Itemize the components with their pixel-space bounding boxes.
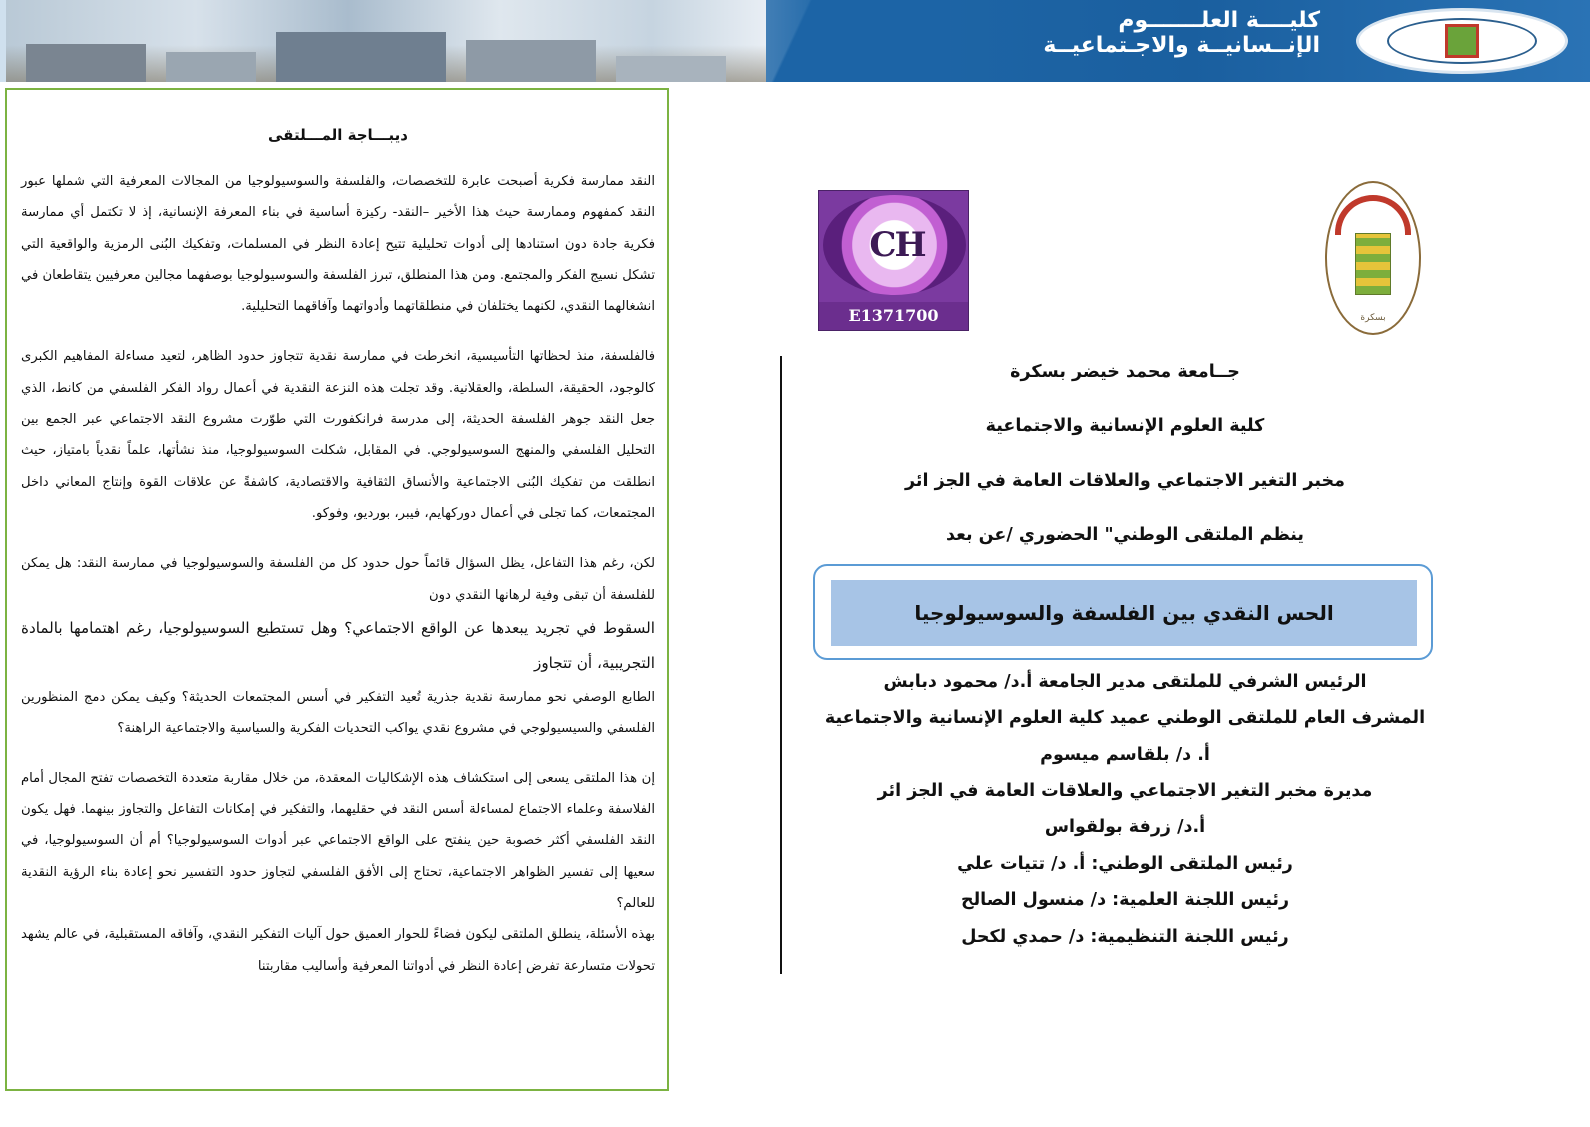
seal-core bbox=[1445, 24, 1479, 58]
lab-director-name: أ.د/ زرفة بولقواس bbox=[1044, 817, 1206, 837]
university-logo-icon bbox=[1325, 181, 1421, 335]
conference-title: الحس النقدي بين الفلسفة والسوسيولوجيا bbox=[914, 601, 1334, 625]
organizing-committee-chair: رئيس اللجنة التنظيمية: د/ حمدي لكحل bbox=[961, 927, 1289, 947]
building-shape bbox=[26, 44, 146, 82]
faculty-banner-title bbox=[1043, 8, 1320, 59]
university-logo-name: بسكرة bbox=[1360, 313, 1386, 323]
column-divider bbox=[780, 356, 782, 974]
university-logo-tower bbox=[1355, 233, 1391, 295]
general-supervisor-name: أ. د/ بلقاسم ميسوم bbox=[1040, 745, 1210, 765]
lab-code: E1371700 bbox=[819, 302, 968, 330]
building-shape bbox=[166, 52, 256, 82]
banner-divider bbox=[690, 0, 950, 82]
lab-logo-letters: CH bbox=[869, 225, 925, 265]
conference-chair: رئيس الملتقى الوطني: أ. د/ تتيات علي bbox=[957, 854, 1293, 874]
university-name: جــامعة محمد خيضر بسكرة bbox=[1010, 362, 1240, 382]
seal-ring bbox=[1387, 18, 1537, 64]
preamble-paragraph-3c: الطابع الوصفي نحو ممارسة نقدية جذرية تُعيد التفكير في أسس المجتمعات الحديثة؟ وكيف يمكن دمج المنظورين الفلسفي والسيسيولوجي في مشروع نقدي يواكب التحديات الفكرية والسياسية والاجتماعية الراهنة؟ bbox=[21, 689, 655, 736]
preamble-paragraph-5: بهذه الأسئلة، ينطلق الملتقى ليكون فضاءً للحوار العميق حول آليات التفكير النقدي، وآفاقه المستقبلية، في عالم يشهد تحولات متسارعة تفرض إعادة النظر في أدواتنا المعرفية وأساليب مقاربتنا bbox=[21, 927, 655, 974]
conference-title-box bbox=[813, 564, 1433, 660]
preamble-paragraph-2: فالفلسفة، منذ لحظاتها التأسيسية، انخرطت في ممارسة نقدية تتجاوز حدود الظاهر، لتعيد مساءلة المفاهيم الكبرى كالوجود، الحقيقة، السلطة، والعقلانية. وقد تجلت هذه النزعة النقدية في أعمال رواد الفكر الفلسفي من كانط، الذي جعل النقد جوهر الفلسفة الحديثة، إلى مدرسة فرانكفورت التي طوّرت مشروع النقد الاجتماعي عبر الجمع بين التحليل الفلسفي والمنهج السوسيولوجي. في المقابل، شكلت السوسيولوجيا، منذ نشأتها، علماً نقدياً بامتياز، حيث انطلقت من تفكيك البُنى الاجتماعية والأنساق الثقافية والاقتصادية، كاشفةً عن علاقات القوة وإنتاج المعاني داخل المجتمعات، كما تجلى في أعمال دوركهايم، فيبر، بورديو، وفوكو. bbox=[21, 349, 655, 521]
preamble-content bbox=[21, 98, 655, 982]
preamble-title: ديبـــاجة المـــلتقى bbox=[267, 126, 409, 144]
campus-photo bbox=[6, 0, 766, 82]
lab-logo-icon bbox=[818, 190, 969, 331]
organizes-line: ينظم الملتقى الوطني" الحضوري /عن بعد bbox=[946, 525, 1304, 545]
faculty-banner-line1: كليــــة العلـــــــوم bbox=[1118, 8, 1320, 33]
header-banner bbox=[0, 0, 1590, 82]
building-shape bbox=[276, 32, 446, 82]
preamble-paragraph-3a: لكن، رغم هذا التفاعل، يظل السؤال قائماً حول حدود كل من الفلسفة والسوسيولوجيا في ممارسة النقد: هل يمكن للفلسفة أن تبقى وفية لرهانها النقدي دون bbox=[21, 556, 655, 603]
lab-name: مخبر التغير الاجتماعي والعلاقات العامة في الجز ائر bbox=[905, 471, 1345, 491]
faculty-banner-line2: الإنــسانيــة والاجـتماعيــة bbox=[1043, 33, 1320, 59]
preamble-frame bbox=[5, 88, 669, 1091]
preamble-paragraph-1: النقد ممارسة فكرية أصبحت عابرة للتخصصات، والفلسفة والسوسيولوجيا من المجالات المعرفية التي شملها عبور النقد كمفهوم وممارسة حيث هذا الأخير –النقد- ركيزة أساسية في بناء المعرفة الإنسانية، إذ لا تكتمل أي ممارسة فكرية جادة دون استنادها إلى أدوات تحليلية تتيح إعادة النظر في المسلمات، وتفكيك البُنى الرمزية والواقعية التي تشكل نسيج الفكر والمجتمع. ومن هذا المنطلق، تبرز الفلسفة والسوسيولوجيا بوصفهما مجالين معرفيين يتقاطعان في انشغالهما النقدي، لكنهما يختلفان في منطلقاتهما وأدواتهما وآفاقهما التحليلية. bbox=[21, 174, 655, 315]
honorary-president: الرئيس الشرفي للملتقى مدير الجامعة أ.د/ محمود دبابش bbox=[883, 672, 1367, 692]
building-shape bbox=[466, 40, 596, 82]
faculty-name: كلية العلوم الإنسانية والاجتماعية bbox=[985, 416, 1265, 436]
preamble-paragraph-3b: السقوط في تجريد يبعدها عن الواقع الاجتماعي؟ وهل تستطيع السوسيولوجيا، رغم اهتمامها بالمادة التجريبية، أن تتجاوز bbox=[21, 618, 655, 673]
general-supervisor: المشرف العام للملتقى الوطني عميد كلية العلوم الإنسانية والاجتماعية bbox=[824, 708, 1426, 728]
scientific-committee-chair: رئيس اللجنة العلمية: د/ منسول الصالح bbox=[960, 890, 1290, 910]
university-seal-icon bbox=[1356, 8, 1568, 74]
lab-director: مديرة مخبر التغير الاجتماعي والعلاقات العامة في الجز ائر bbox=[877, 781, 1373, 801]
preamble-paragraph-4: إن هذا الملتقى يسعى إلى استكشاف هذه الإشكاليات المعقدة، من خلال مقاربة متعددة التخصصات تفتح المجال أمام الفلاسفة وعلماء الاجتماع لمساءلة أسس النقد في حقليهما، والتفكير في إمكانات التفاعل والتجاوز بينهما. فهل يكون النقد الفلسفي أكثر خصوبة حين ينفتح على الواقع الاجتماعي عبر أدوات السوسيولوجيا؟ أم أن السوسيولوجيا، في سعيها إلى تفسير الظواهر الاجتماعية، تحتاج إلى الأفق الفلسفي لتجاوز حدود التفسير نحو إعادة بناء الرؤية النقدية للعالم؟ bbox=[21, 770, 655, 912]
